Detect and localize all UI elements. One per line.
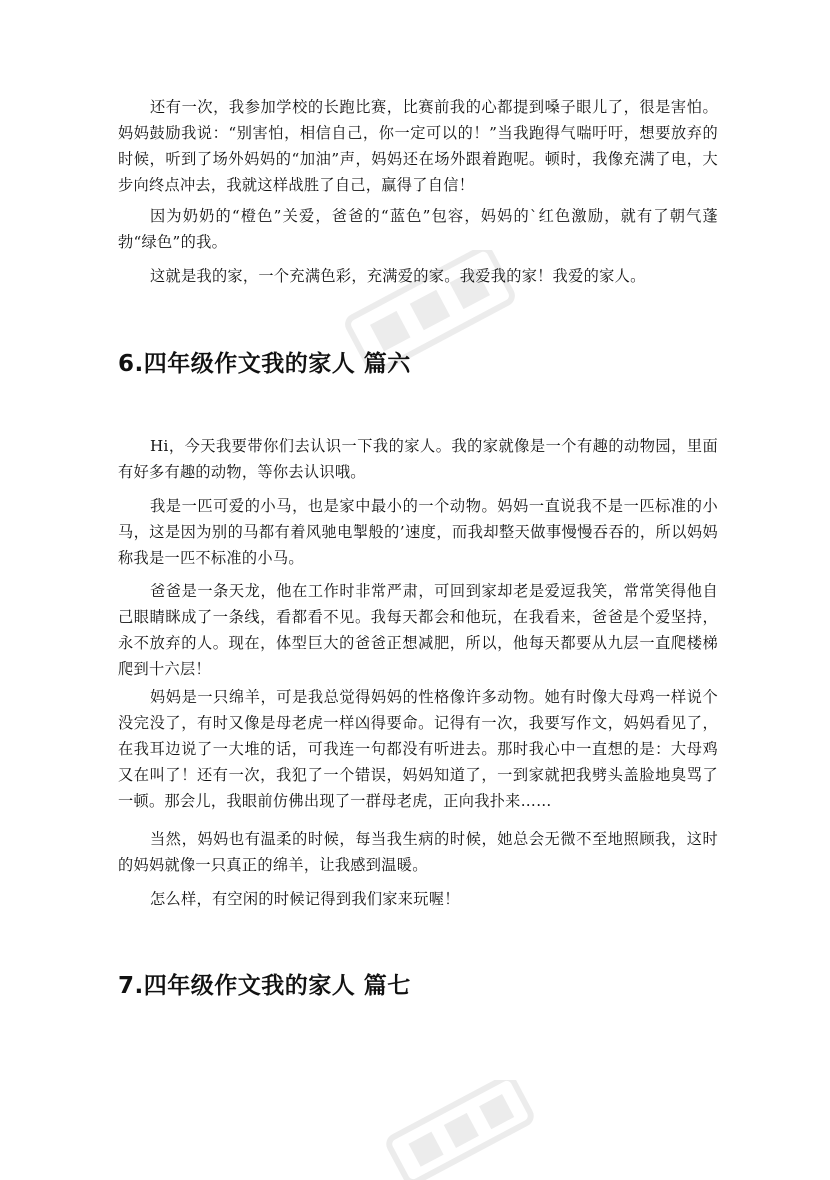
section-7-heading: 7.四年级作文我的家人 篇七 — [118, 973, 411, 999]
paragraph-father: 爸爸是一条天龙，他在工作时非常严肃，可回到家却老是爱逗我笑，常常笑得他自己眼睛眯成了一条线，看都看不见。我每天都会和他玩，在我看来，爸爸是个爱坚持，永不放弃的人。现在，体型巨大的爸爸正想减肥，所以，他每天都要从九层一直爬楼梯爬到十六层！ — [118, 582, 718, 678]
paragraph-mother: 妈妈是一只绵羊，可是我总觉得妈妈的性格像许多动物。她有时像大母鸡一样说个没完没了，有时又像是母老虎一样凶得要命。记得有一次，我要写作文，妈妈看见了，在我耳边说了一大堆的话，可我连一句都没有听进去。那时我心中一直想的是：大母鸡又在叫了！还有一次，我犯了一个错误，妈妈知道了，一到家就把我劈头盖脸地臭骂了一顿。那会儿，我眼前仿佛出现了一群母老虎，正向我扑来…… — [118, 688, 718, 810]
paragraph-invitation: 怎么样，有空闲的时候记得到我们家来玩喔！ — [150, 890, 460, 908]
paragraph-gentle-mother: 当然，妈妈也有温柔的时候，每当我生病的时候，她总会无微不至地照顾我，这时的妈妈就像一只真正的绵羊，让我感到温暖。 — [118, 830, 718, 874]
paragraph-long-run: 还有一次，我参加学校的长跑比赛，比赛前我的心都提到嗓子眼儿了，很是害怕。妈妈鼓励我说：“别害怕，相信自己，你一定可以的！”当我跑得气喘吁吁，想要放弃的时候，听到了场外妈妈的“加油”声，妈妈还在场外跟着跑呢。顿时，我像充满了电，大步向终点冲去，我就这样战胜了自己，赢得了自信！ — [118, 98, 718, 194]
paragraph-pony: 我是一匹可爱的小马，也是家中最小的一个动物。妈妈一直说我不是一匹标准的小马，这是因为别的马都有着风驰电掣般的’速度，而我却整天做事慢慢吞吞的，所以妈妈称我是一匹不标准的小马。 — [118, 497, 718, 567]
paragraph-colors: 因为奶奶的“橙色”关爱，爸爸的“蓝色”包容，妈妈的`红色激励，就有了朝气蓬勃“绿色”的我。 — [118, 207, 718, 251]
section-6-heading: 6.四年级作文我的家人 篇六 — [118, 351, 411, 377]
paragraph-intro: Hi，今天我要带你们去认识一下我的家人。我的家就像是一个有趣的动物园，里面有好多有趣的动物，等你去认识哦。 — [118, 437, 718, 481]
paragraph-conclusion: 这就是我的家，一个充满色彩，充满爱的家。我爱我的家！我爱的家人。 — [150, 267, 646, 285]
watermark-logo-bottom — [370, 1080, 550, 1180]
